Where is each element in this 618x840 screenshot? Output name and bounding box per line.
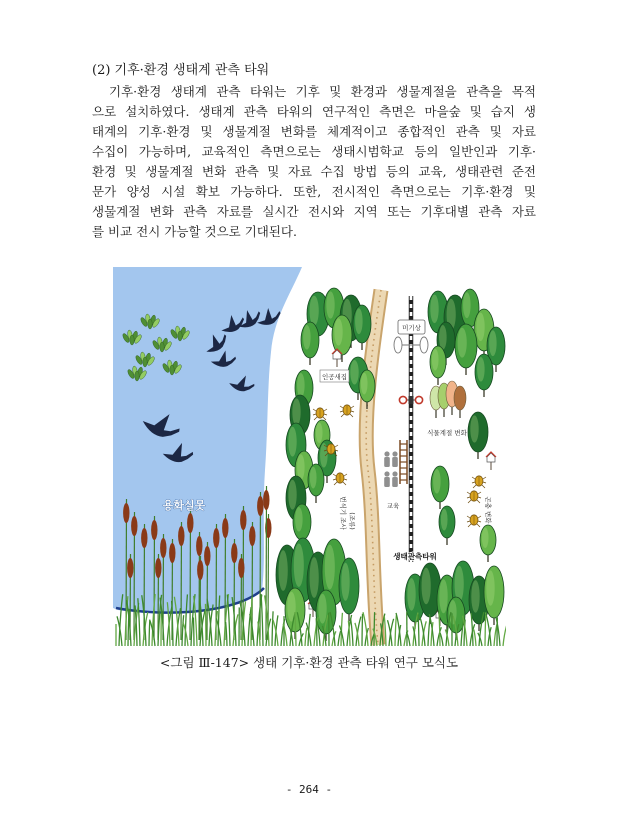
insect-icon [467, 491, 481, 503]
insect-leg [314, 417, 317, 420]
tree-icon [431, 466, 449, 509]
tree-canopy [454, 386, 466, 410]
cattail-head [196, 536, 202, 556]
tree-highlight [449, 600, 457, 624]
cattail-head [151, 520, 157, 540]
grass-blade [485, 612, 486, 646]
sensor-left-icon [399, 396, 406, 403]
cattail-head [257, 496, 263, 516]
trail [366, 290, 381, 645]
grass-blade [205, 604, 206, 646]
person-head [392, 471, 397, 476]
cattail-head [204, 546, 210, 566]
insect-leg [350, 414, 353, 417]
grass-blade [374, 612, 375, 646]
aquatic-leaf [148, 319, 152, 329]
grass-blade [395, 615, 396, 646]
tree-highlight [463, 292, 471, 318]
insect-leg [483, 482, 486, 483]
person-icon [392, 471, 398, 487]
sensor-plate-left [394, 337, 402, 353]
grass-blade [418, 615, 419, 646]
person-body [384, 457, 390, 467]
insect-leg [478, 492, 481, 494]
tree-highlight [297, 373, 305, 397]
aquatic-leaf [178, 331, 182, 341]
tree-highlight [489, 330, 497, 356]
grass-blade [193, 618, 194, 646]
tree-highlight [486, 570, 494, 605]
person-body [384, 477, 390, 487]
aquatic-leaf [160, 342, 164, 352]
insect-icon [313, 408, 327, 420]
tree-highlight [361, 373, 368, 395]
tree-icon [301, 322, 319, 365]
grass-blade [261, 594, 263, 646]
insect-leg [468, 524, 471, 527]
tree-highlight [477, 357, 485, 381]
breeding-survey-note: (조류) [348, 512, 356, 530]
tree-highlight [470, 415, 478, 442]
tree-highlight [279, 550, 288, 591]
tree-icon [468, 412, 488, 459]
tree-highlight [471, 580, 479, 613]
tree-highlight [341, 563, 349, 601]
tree-highlight [294, 543, 304, 587]
cattail-head [213, 528, 219, 548]
insect-leg [333, 474, 336, 476]
observation-tower [394, 296, 428, 562]
forest-front [276, 538, 504, 641]
tree-highlight [432, 349, 439, 371]
tree-highlight [310, 296, 319, 326]
insect-leg [324, 414, 327, 415]
tree-highlight [441, 509, 448, 531]
cattail-head [141, 528, 147, 548]
insect-leg [467, 492, 470, 494]
insect-leg [478, 497, 481, 498]
insect-leg [467, 521, 470, 522]
tree-highlight [433, 469, 441, 493]
figure-illustration [113, 265, 506, 650]
insect-leg [351, 406, 354, 408]
tree-highlight [439, 325, 447, 349]
section-paragraph [92, 82, 536, 242]
birdhouse-icon [332, 349, 342, 367]
ladder-icon [400, 440, 407, 484]
artificial-nest-label: 인공새집 [321, 373, 348, 381]
insect-leg [324, 409, 327, 411]
insect-leg [478, 521, 481, 522]
grass-blade [182, 615, 184, 646]
insect-leg [344, 479, 347, 480]
phenology-trees [430, 381, 466, 418]
cattail-head [231, 543, 237, 563]
paragraph-line: 환경 및 생물계절 변화 관측 및 자료 수집 방법 등의 교육, 생태관련 준전 [92, 164, 536, 179]
tree-highlight [326, 291, 334, 318]
cattail-head [123, 503, 129, 523]
pond-label: 용화실못 [162, 499, 206, 512]
insect-change-label: 곤충 변화 [484, 496, 492, 524]
cattail-head [169, 543, 175, 563]
insect-leg [343, 482, 346, 485]
aquatic-leaf [135, 371, 139, 381]
insect-leg [344, 474, 347, 476]
paragraph-line: 으로 설치하였다. 생태계 관측 타워의 연구적인 측면은 마을숲 및 습지 생 [92, 104, 536, 119]
insect-icon [467, 515, 481, 527]
education-label: 교육 [386, 502, 400, 510]
section-heading: (2) 기후·환경 생태계 관측 타워 [92, 63, 270, 78]
page-number: - 264 - [285, 783, 333, 796]
tree-highlight [316, 423, 323, 443]
insect-leg [468, 500, 471, 503]
grass-blade [503, 621, 506, 646]
paragraph-line: 를 비교 전시 가능할 것으로 기대된다. [92, 224, 297, 239]
insect-leg [351, 411, 354, 412]
plant-phenology-label: 식물계절 변화 [427, 429, 467, 437]
insect-leg [483, 477, 486, 479]
cattail-head [197, 560, 203, 580]
grass-blade [149, 620, 150, 646]
cattail-head [131, 516, 137, 536]
tree-icon [480, 525, 496, 562]
person-head [392, 451, 397, 456]
person-icon [384, 471, 390, 487]
tree-icon [339, 558, 359, 621]
tree-highlight [476, 313, 484, 342]
grass-blade [338, 631, 341, 646]
insect-leg [333, 479, 336, 480]
grass-blade [272, 611, 273, 646]
insect-leg [473, 485, 476, 488]
tree-icon [455, 324, 477, 375]
paragraph-line: 생물계절 변화 관측 자료를 실시간 전시와 지역 또는 기후대별 관측 자료 [92, 204, 536, 219]
person-icon [392, 451, 398, 467]
cattail-head [160, 538, 166, 558]
grass-blade [215, 611, 217, 646]
tree-highlight [292, 398, 300, 425]
aquatic-leaf [143, 357, 147, 367]
paragraph-line: 문가 양성 시설 확보 가능하다. 또한, 전시적인 측면으로는 기후·환경 및 [92, 184, 536, 199]
tree-highlight [334, 318, 342, 345]
cattail-head [222, 518, 228, 538]
cattail-head [263, 490, 269, 510]
cattail-head [178, 526, 184, 546]
paragraph-line: 태계의 기후·환경 및 생물계절 변화를 체계적이고 종합적인 관측 및 자료 [92, 124, 536, 139]
grass-blade [226, 622, 227, 646]
person-head [384, 451, 389, 456]
tree-highlight [407, 578, 415, 611]
breeding-survey-label: 번식기 조사 [339, 496, 347, 530]
tree-highlight [325, 545, 335, 590]
insect-leg [334, 482, 337, 485]
grass-blade [474, 630, 476, 646]
grass-blade [439, 612, 440, 646]
tree-highlight [310, 467, 317, 489]
tree-icon [439, 506, 455, 545]
cattail-head [249, 526, 255, 546]
cattail-head [155, 558, 161, 578]
tree-highlight [482, 528, 489, 548]
sensor-box [409, 396, 414, 404]
aquatic-leaf [130, 335, 134, 345]
insect-leg [341, 414, 344, 417]
tree-highlight [318, 594, 326, 624]
aquatic-leaf [170, 365, 174, 375]
insect-icon [472, 476, 486, 488]
grass-blade [428, 617, 430, 646]
tree-highlight [430, 295, 438, 324]
tree-highlight [350, 360, 358, 384]
cattail-head [187, 513, 193, 533]
tree-highlight [422, 568, 431, 605]
tree-highlight [310, 557, 319, 598]
insect-leg [482, 485, 485, 488]
tree-highlight [355, 308, 363, 334]
paragraph-line: 수집이 가능하며, 교육적인 측면으로는 생태시범학교 등의 일반인과 기후· [92, 144, 536, 159]
grass-blade [362, 614, 363, 646]
tree-icon [430, 346, 446, 385]
person-body [392, 457, 398, 467]
insect-leg [323, 417, 326, 420]
micro-weather-label: 미기상 [402, 324, 421, 332]
person-head [384, 471, 389, 476]
insect-leg [467, 497, 470, 498]
insect-leg [477, 524, 480, 527]
sensor-right-icon [415, 396, 422, 403]
tree-highlight [295, 507, 303, 531]
person-body [392, 477, 398, 487]
insect-leg [335, 445, 338, 447]
education-group [384, 440, 407, 487]
tree-highlight [458, 328, 467, 358]
insect-leg [467, 516, 470, 518]
cattail-head [238, 558, 244, 578]
grass-blade [351, 618, 353, 646]
tree-highlight [303, 325, 311, 349]
insect-leg [472, 482, 475, 483]
tree-highlight [288, 427, 296, 457]
grass-blade [305, 628, 307, 646]
insect-leg [472, 477, 475, 479]
insect-icon [333, 473, 347, 485]
insect-icon [340, 405, 354, 417]
paragraph-line: 기후·환경 생태계 관측 타워는 기후 및 환경과 생물계절을 관측을 목적 [109, 84, 536, 99]
insect-leg [478, 516, 481, 518]
phenology-tree-icon [454, 386, 466, 418]
insect-leg [340, 406, 343, 408]
insect-leg [340, 411, 343, 412]
tree-icon [475, 354, 493, 397]
insect-leg [477, 500, 480, 503]
insect-leg [313, 414, 316, 415]
person-icon [384, 451, 390, 467]
sensor-plate-right [420, 337, 428, 353]
tower-label: 생태관측타워 [393, 552, 437, 561]
figure-caption: <그림 Ⅲ-147> 생태 기후·환경 관측 타워 연구 모식도 [159, 655, 459, 670]
tree-highlight [439, 579, 447, 613]
birdhouse-icon [486, 452, 496, 470]
tree-icon [308, 464, 324, 503]
tree-highlight [288, 480, 296, 510]
cattail-head [127, 558, 133, 578]
insect-leg [313, 409, 316, 411]
cattail-head [240, 510, 246, 530]
